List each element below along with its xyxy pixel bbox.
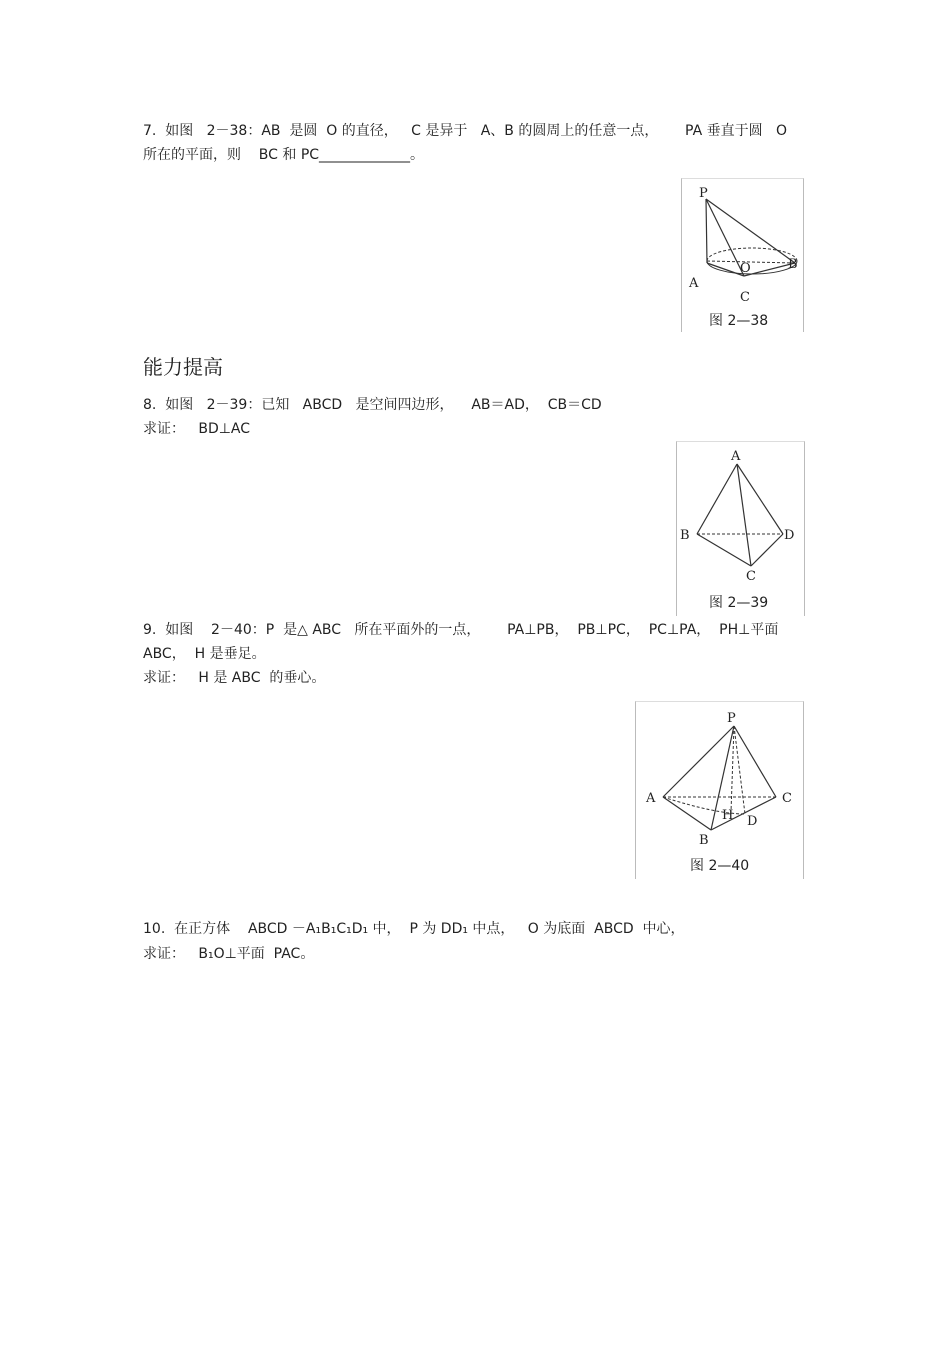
q9-line-3: 求证： H 是 ABC 的垂心。	[143, 670, 326, 686]
fig39-label-d: D	[784, 528, 795, 543]
fig39-label-b: B	[680, 528, 690, 543]
q10-line-1: 10. 在正方体 ABCD －A₁B₁C₁D₁ 中， P 为 DD₁ 中点， O 为底面 ABCD 中心，	[143, 921, 685, 937]
fig39-label-a: A	[731, 449, 741, 464]
fig38-label-p: P	[699, 186, 708, 201]
section-heading: 能力提高	[143, 355, 223, 379]
fig38-label-c: C	[740, 290, 750, 305]
q9-line-2: ABC， H 是垂足。	[143, 646, 266, 662]
fig39-caption: 图 2—39	[709, 595, 769, 611]
fig39-label-c: C	[746, 569, 756, 584]
fig38-caption: 图 2—38	[709, 313, 769, 329]
fig40-label-d: D	[747, 814, 758, 829]
fig40-label-b: B	[699, 833, 709, 848]
fig38-label-a: A	[689, 276, 699, 291]
q8-line-1: 8. 如图 2－39：已知 ABCD 是空间四边形， AB＝AD， CB＝CD	[143, 397, 602, 413]
fig40-label-a: A	[646, 791, 656, 806]
figure-2-38	[681, 178, 804, 332]
q7-line-1: 7. 如图 2－38：AB 是圆 O 的直径， C 是异于 A、B 的圆周上的任意一点， PA 垂直于圆 O	[143, 123, 787, 139]
q10-line-2: 求证： B₁O⊥平面 PAC。	[143, 946, 315, 962]
figure-2-40	[635, 701, 804, 879]
figure-2-39	[676, 441, 805, 616]
fig40-label-p: P	[727, 711, 736, 726]
q7-line-2: 所在的平面，则 BC 和 PC_____________。	[143, 147, 425, 163]
fig38-label-o: O	[740, 261, 751, 276]
fig40-label-h: H	[722, 808, 734, 823]
fig40-label-c: C	[782, 791, 792, 806]
q9-line-1: 9. 如图 2－40：P 是△ ABC 所在平面外的一点， PA⊥PB， PB⊥PC， PC⊥PA， PH⊥平面	[143, 622, 779, 638]
fig38-label-b: B	[788, 257, 798, 272]
fig40-caption: 图 2—40	[690, 858, 750, 874]
q8-line-2: 求证： BD⊥AC	[143, 421, 251, 437]
